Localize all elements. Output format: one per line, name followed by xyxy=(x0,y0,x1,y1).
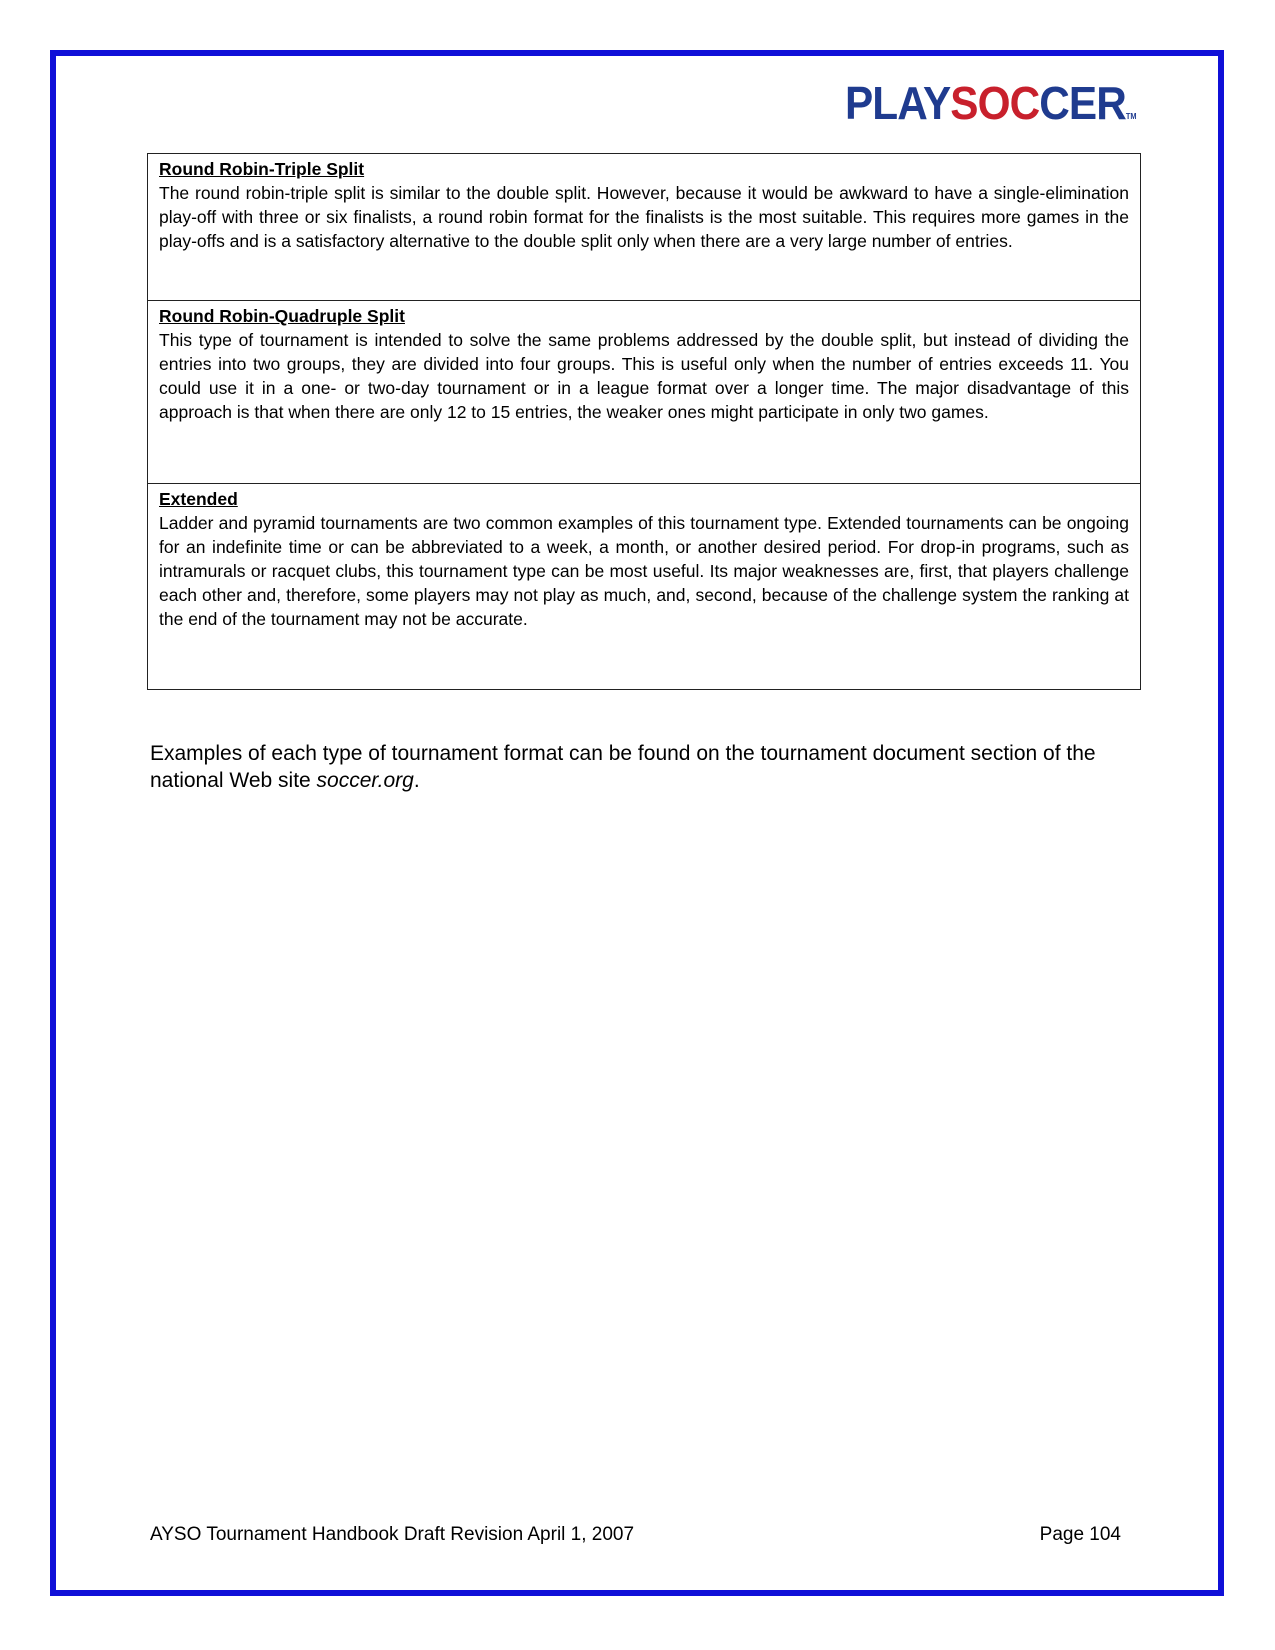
tournament-types-table xyxy=(147,153,1141,690)
footer-document-title: AYSO Tournament Handbook Draft Revision April 1, 2007 xyxy=(150,1524,635,1545)
examples-note xyxy=(150,740,1130,794)
section-round-robin-triple-split xyxy=(148,154,1140,301)
section-extended xyxy=(148,484,1140,689)
logo-text-play: PLAY xyxy=(845,77,951,129)
site-link[interactable]: soccer.org xyxy=(316,769,414,792)
section-body: This type of tournament is intended to solve the same problems addressed by the double split, but instead of dividing the entries into two groups, they are divided into four groups. This is useful only when the number of entries exceeds 11. You could use it in a one- or two-day tournament or in a league format over a longer time. The major disadvantage of this approach is that when there are only 12 to 15 entries, the weaker ones might participate in only two games. xyxy=(159,330,1129,422)
note-end: . xyxy=(413,769,420,792)
section-round-robin-quadruple-split xyxy=(148,301,1140,484)
section-title: Round Robin-Quadruple Split xyxy=(159,306,405,326)
section-body: Ladder and pyramid tournaments are two common examples of this tournament type. Extended tournaments can be ongoing for an indefinite time or can be abbreviated to a week, a month, or another desired period. For drop-in programs, such as intramurals or racquet clubs, this tournament type can be most useful. Its major weaknesses are, first, that players challenge each other and, therefore, some players may not play as much, and, second, because of the challenge system the ranking at the end of the tournament may not be accurate. xyxy=(159,513,1129,629)
section-body: The round robin-triple split is similar to the double split. However, because it would be awkward to have a single-elimination play-off with three or six finalists, a round robin format for the finalists is the most suitable. This requires more games in the play-offs and is a satisfactory alternative to the double split only when there are a very large number of entries. xyxy=(159,183,1129,251)
footer-page-number: Page 104 xyxy=(1039,1524,1121,1545)
note-text: Examples of each type of tournament format can be found on the tournament document section of the national Web site xyxy=(150,742,1096,792)
logo-text-soc: SOC xyxy=(950,77,1040,129)
logo-trademark: TM xyxy=(1125,112,1137,121)
logo-text-cer: CER xyxy=(1039,77,1126,129)
playsoccer-logo xyxy=(845,75,1136,145)
section-title: Extended xyxy=(159,489,238,509)
section-title: Round Robin-Triple Split xyxy=(159,159,365,179)
